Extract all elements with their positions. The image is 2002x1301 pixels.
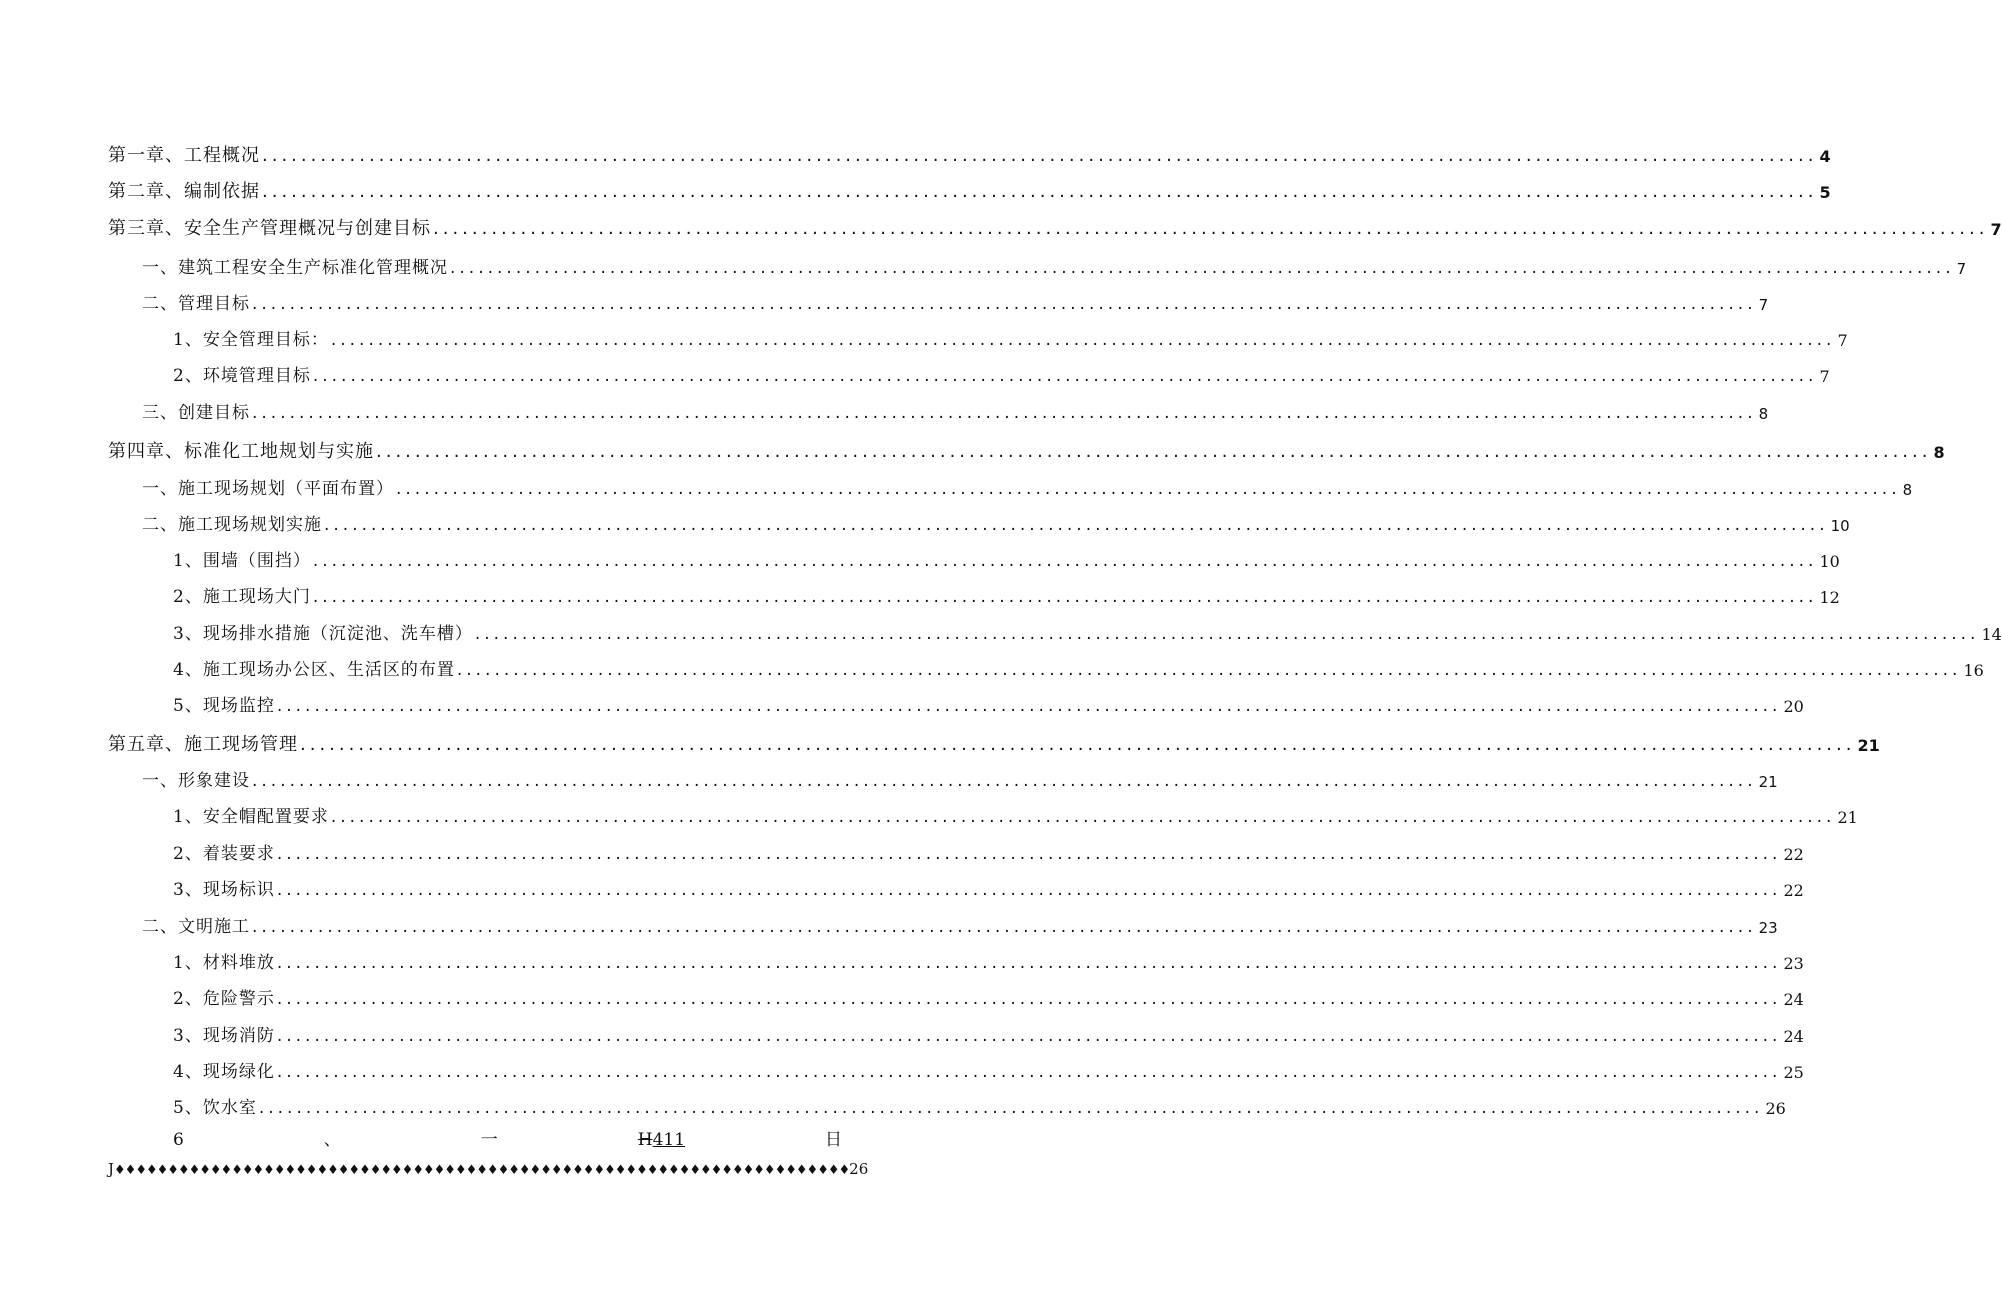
toc-leader-dots: ................................................................................................................................................................ <box>330 330 1836 350</box>
garbled-fragment-number: 6 <box>173 1130 184 1150</box>
toc-leader-dots: ................................................................................................................................................................ <box>252 771 1757 791</box>
toc-entry[interactable] <box>173 323 1848 350</box>
toc-entry-title: 第三章、安全生产管理概况与创建目标 <box>108 218 431 239</box>
toc-entry[interactable] <box>173 689 1804 716</box>
toc-leader-dots: ................................................................................................................................................................ <box>324 515 1829 535</box>
toc-entry[interactable] <box>173 653 1984 680</box>
toc-entry-title: 第五章、施工现场管理 <box>108 734 298 755</box>
toc-leader-dots: ................................................................................................................................................................ <box>450 258 1955 278</box>
toc-entry-title: 一、形象建设 <box>142 771 250 791</box>
toc-entry-page: 12 <box>1819 588 1840 607</box>
toc-entry-title: 二、施工现场规划实施 <box>142 515 322 535</box>
toc-leader-dots: ................................................................................................................................................................ <box>312 551 1818 571</box>
toc-entry-page: 5 <box>1819 183 1831 202</box>
toc-entry-page: 24 <box>1783 990 1804 1009</box>
toc-entry-title: 2、环境管理目标 <box>173 366 311 386</box>
toc-entry-page: 8 <box>1758 405 1769 423</box>
toc-entry[interactable] <box>173 1019 1804 1046</box>
garbled-fragment-code: H411 <box>637 1130 686 1150</box>
toc-entry-page: 10 <box>1830 517 1850 535</box>
toc-entry[interactable] <box>173 580 1840 607</box>
toc-leader-dots: ................................................................................................................................................................ <box>276 1062 1782 1082</box>
toc-entry[interactable] <box>173 359 1830 386</box>
toc-leader-dots: ................................................................................................................................................................ <box>276 696 1782 716</box>
toc-entry-title: 二、文明施工 <box>142 917 250 937</box>
toc-entry-page: 21 <box>1857 736 1880 755</box>
toc-entry[interactable] <box>173 837 1804 864</box>
toc-entry[interactable] <box>173 1091 1786 1118</box>
toc-entry-page: 7 <box>1819 367 1830 386</box>
toc-leader-dots: ................................................................................................................................................................ <box>312 587 1818 607</box>
toc-entry-title: 2、施工现场大门 <box>173 587 311 607</box>
garbled-leader-page: 26 <box>849 1160 869 1178</box>
toc-entry-page: 7 <box>1837 331 1848 350</box>
toc-entry-title: 第二章、编制依据 <box>108 181 260 202</box>
toc-entry[interactable] <box>173 873 1804 900</box>
toc-entry[interactable] <box>142 287 1769 314</box>
toc-leader-dots: ................................................................................................................................................................ <box>433 218 1989 239</box>
toc-leader-dots: ................................................................................................................................................................ <box>276 989 1782 1009</box>
toc-entry-page: 20 <box>1783 697 1804 716</box>
toc-entry-title: 2、危险警示 <box>173 989 275 1009</box>
toc-entry-title: 4、施工现场办公区、生活区的布置 <box>173 660 455 680</box>
toc-entry[interactable] <box>108 435 1945 462</box>
toc-entry-page: 8 <box>1933 443 1945 462</box>
toc-entry-page: 24 <box>1783 1027 1804 1046</box>
toc-entry-page: 21 <box>1758 773 1778 791</box>
toc-entry-page: 4 <box>1819 147 1831 166</box>
garbled-leader-line <box>108 1154 869 1178</box>
toc-entry-page: 7 <box>1956 260 1967 278</box>
toc-leader-dots: ................................................................................................................................................................ <box>330 807 1836 827</box>
garbled-leader-prefix: J <box>108 1160 115 1178</box>
toc-entry-title: 5、现场监控 <box>173 696 275 716</box>
toc-entry-page: 16 <box>1963 661 1984 680</box>
toc-entry-page: 7 <box>1990 220 2002 239</box>
toc-entry-page: 22 <box>1783 881 1804 900</box>
toc-entry-title: 一、建筑工程安全生产标准化管理概况 <box>142 258 448 278</box>
garbled-fragment-end: 日 <box>824 1130 842 1150</box>
toc-leader-dots: ................................................................................................................................................................ <box>262 145 1818 166</box>
toc-entry-title: 4、现场绿化 <box>173 1062 275 1082</box>
toc-entry[interactable] <box>142 764 1778 791</box>
toc-leader-dots: ................................................................................................................................................................ <box>252 294 1757 314</box>
toc-entry-title: 3、现场排水措施（沉淀池、洗车槽） <box>173 624 473 644</box>
toc-entry-title: 二、管理目标 <box>142 294 250 314</box>
toc-entry-page: 25 <box>1783 1063 1804 1082</box>
garbled-toc-entry <box>173 1124 842 1150</box>
toc-leader-dots: ................................................................................................................................................................ <box>474 624 1980 644</box>
toc-leader-dots: ................................................................................................................................................................ <box>276 953 1782 973</box>
toc-entry[interactable] <box>108 728 1880 755</box>
toc-entry-page: 7 <box>1758 296 1769 314</box>
garbled-fragment-separator: 、 <box>323 1130 341 1150</box>
garbled-fragment-dash: 一 <box>480 1130 498 1150</box>
toc-entry[interactable] <box>108 139 1831 166</box>
toc-leader-dots: ................................................................................................................................................................ <box>262 181 1818 202</box>
toc-leader-dots: ................................................................................................................................................................ <box>276 844 1782 864</box>
toc-entry-title: 2、着装要求 <box>173 844 275 864</box>
toc-entry-title: 5、饮水室 <box>173 1098 257 1118</box>
garbled-leader-diamonds: ♦♦♦♦♦♦♦♦♦♦♦♦♦♦♦♦♦♦♦♦♦♦♦♦♦♦♦♦♦♦♦♦♦♦♦♦♦♦♦♦♦♦♦♦♦♦♦♦♦♦♦♦♦♦♦♦♦♦♦♦♦♦♦♦♦♦♦♦♦ <box>114 1163 850 1178</box>
toc-entry-title: 1、安全管理目标： <box>173 330 329 350</box>
toc-entry[interactable] <box>173 946 1804 973</box>
toc-leader-dots: ................................................................................................................................................................ <box>376 441 1932 462</box>
toc-leader-dots: ................................................................................................................................................................ <box>456 660 1962 680</box>
toc-entry-page: 8 <box>1902 481 1913 499</box>
toc-entry-title: 三、创建目标 <box>142 403 250 423</box>
toc-entry-page: 23 <box>1783 954 1804 973</box>
toc-entry-title: 3、现场消防 <box>173 1026 275 1046</box>
toc-leader-dots: ................................................................................................................................................................ <box>276 1026 1782 1046</box>
toc-leader-dots: ................................................................................................................................................................ <box>276 880 1782 900</box>
toc-entry[interactable] <box>173 982 1804 1009</box>
toc-leader-dots: ................................................................................................................................................................ <box>312 366 1818 386</box>
toc-entry-page: 22 <box>1783 845 1804 864</box>
toc-entry[interactable] <box>142 910 1778 937</box>
toc-entry-page: 10 <box>1819 552 1840 571</box>
toc-entry-page: 23 <box>1758 919 1778 937</box>
toc-leader-dots: ................................................................................................................................................................ <box>252 917 1757 937</box>
toc-entry[interactable] <box>173 800 1858 827</box>
toc-entry-page: 14 <box>1981 625 2002 644</box>
toc-entry[interactable] <box>173 544 1840 571</box>
toc-entry-title: 1、安全帽配置要求 <box>173 807 329 827</box>
toc-leader-dots: ................................................................................................................................................................ <box>258 1098 1764 1118</box>
toc-entry[interactable] <box>108 175 1831 202</box>
toc-entry-page: 26 <box>1765 1099 1786 1118</box>
toc-entry-title: 1、围墙（围挡） <box>173 551 311 571</box>
toc-leader-dots: ................................................................................................................................................................ <box>300 734 1856 755</box>
toc-entry-title: 第一章、工程概况 <box>108 145 260 166</box>
toc-entry[interactable] <box>142 396 1769 423</box>
toc-entry[interactable] <box>142 251 1967 278</box>
toc-entry[interactable] <box>173 1055 1804 1082</box>
toc-entry-title: 3、现场标识 <box>173 880 275 900</box>
toc-leader-dots: ................................................................................................................................................................ <box>252 403 1757 423</box>
toc-entry-page: 21 <box>1837 808 1858 827</box>
toc-entry[interactable] <box>142 472 1913 499</box>
toc-leader-dots: ................................................................................................................................................................ <box>396 479 1901 499</box>
toc-entry-title: 一、施工现场规划（平面布置） <box>142 479 394 499</box>
toc-entry[interactable] <box>142 508 1850 535</box>
toc-entry[interactable] <box>173 617 2002 644</box>
toc-entry[interactable] <box>108 212 2002 239</box>
toc-entry-title: 1、材料堆放 <box>173 953 275 973</box>
toc-entry-title: 第四章、标准化工地规划与实施 <box>108 441 374 462</box>
